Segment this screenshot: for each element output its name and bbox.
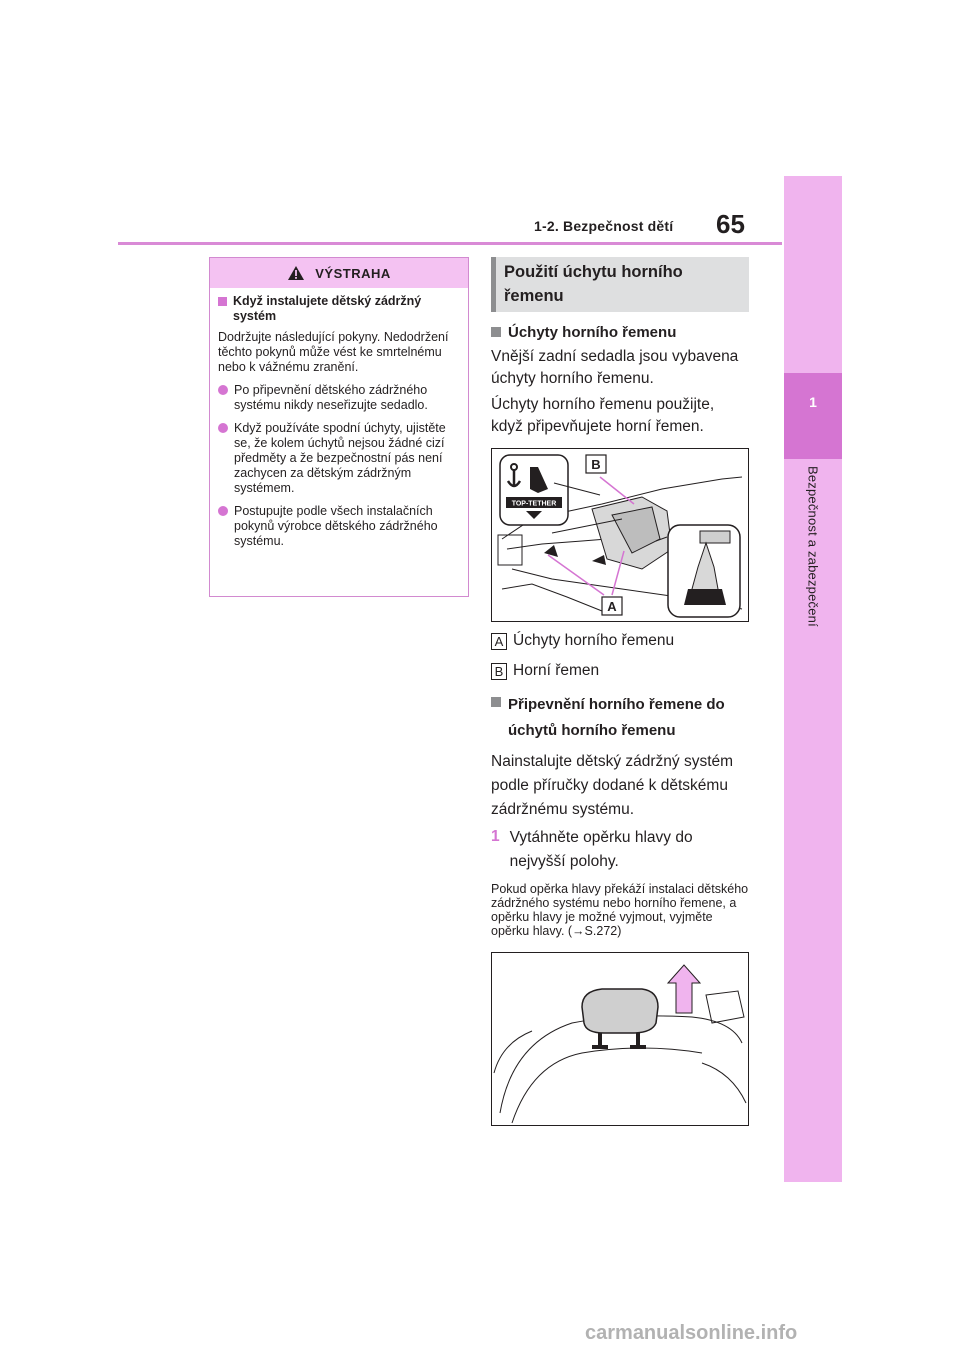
warning-bullet <box>218 504 458 549</box>
warning-intro: Dodržujte následující pokyny. Nedodržení těchto pokynů může vést ke smrtelnému nebo k vážnému zranění. <box>218 330 449 374</box>
step-number: 1 <box>491 828 500 845</box>
warning-body <box>210 288 468 549</box>
subheading-attach <box>491 692 749 744</box>
main-column <box>491 257 749 1126</box>
section-heading: Použití úchytu horního řemenu <box>491 257 749 312</box>
square-bullet-icon <box>218 297 227 306</box>
step-text: Vytáhněte opěrku hlavy do nejvyšší polohy. <box>509 829 693 870</box>
paragraph: Úchyty horního řemenu použijte, když připevňujete horní řemen. <box>491 396 715 435</box>
square-bullet-icon <box>491 697 501 707</box>
legend-item <box>491 662 749 680</box>
note: Pokud opěrka hlavy překáží instalaci dětského zádržného systému nebo horního řemene, a opěrku hlavy je možné vyjmout, vyjměte opěrku hlavy. (→S.272) <box>491 882 749 938</box>
top-tether-label: TOP-TETHER <box>511 500 557 508</box>
subheading-anchors-text: Úchyty horního řemenu <box>508 324 677 341</box>
legend-text: Horní řemen <box>513 662 600 679</box>
callout-a: A <box>607 599 617 614</box>
warning-triangle-icon <box>287 265 305 281</box>
side-tab <box>784 176 842 1182</box>
legend-key: B <box>491 663 507 680</box>
round-bullet-icon <box>218 506 228 516</box>
tether-anchor-illustration <box>492 449 748 621</box>
watermark: carmanualsonline.info <box>585 1322 798 1344</box>
warning-heading <box>218 294 458 324</box>
legend-text: Úchyty horního řemenu <box>513 632 675 649</box>
warning-bullet-text: Když používáte spodní úchyty, ujistěte se, že kolem úchytů nejsou žádné cizí předměty a že bezpečnostní pás není zachycen za dětským zádržným systémem. <box>234 421 446 495</box>
subheading-attach-text: Připevnění horního řemene do úchytů horního řemenu <box>508 696 725 739</box>
warning-bullet-text: Po připevnění dětského zádržného systému nikdy neseřizujte sedadlo. <box>234 383 428 412</box>
header-rule <box>118 242 782 245</box>
arrow-up-icon <box>668 965 700 1013</box>
chapter-number: 1 <box>809 394 817 410</box>
subheading-anchors <box>491 322 749 344</box>
page-number: 65 <box>716 209 745 239</box>
figure-tether-anchors <box>491 448 749 622</box>
side-tab-active-chapter <box>784 373 842 459</box>
callout-b: B <box>591 457 601 472</box>
paragraph: Nainstalujte dětský zádržný systém podle příručky dodané k dětskému zádržnému systému. <box>491 753 734 818</box>
warning-header <box>210 258 468 288</box>
step-item <box>491 826 749 874</box>
paragraph: Vnější zadní sedadla jsou vybavena úchyty horního řemenu. <box>491 348 739 387</box>
warning-title: VÝSTRAHA <box>315 265 391 281</box>
warning-heading-text: Když instalujete dětský zádržný systém <box>233 294 422 323</box>
chapter-name-text: Bezpečnost a zabezpečení <box>805 466 821 627</box>
warning-box <box>209 257 469 597</box>
figure-headrest <box>491 952 749 1126</box>
warning-bullet-text: Postupujte podle všech instalačních pokynů výrobce dětského zádržného systému. <box>234 504 438 548</box>
section-title: 1-2. Bezpečnost dětí <box>534 218 674 234</box>
legend-item <box>491 632 749 650</box>
round-bullet-icon <box>218 385 228 395</box>
square-bullet-icon <box>491 327 501 337</box>
legend-key: A <box>491 633 507 650</box>
round-bullet-icon <box>218 423 228 433</box>
chapter-name <box>784 466 842 646</box>
warning-bullet <box>218 383 458 413</box>
warning-bullet <box>218 421 458 496</box>
headrest-illustration <box>492 953 748 1125</box>
